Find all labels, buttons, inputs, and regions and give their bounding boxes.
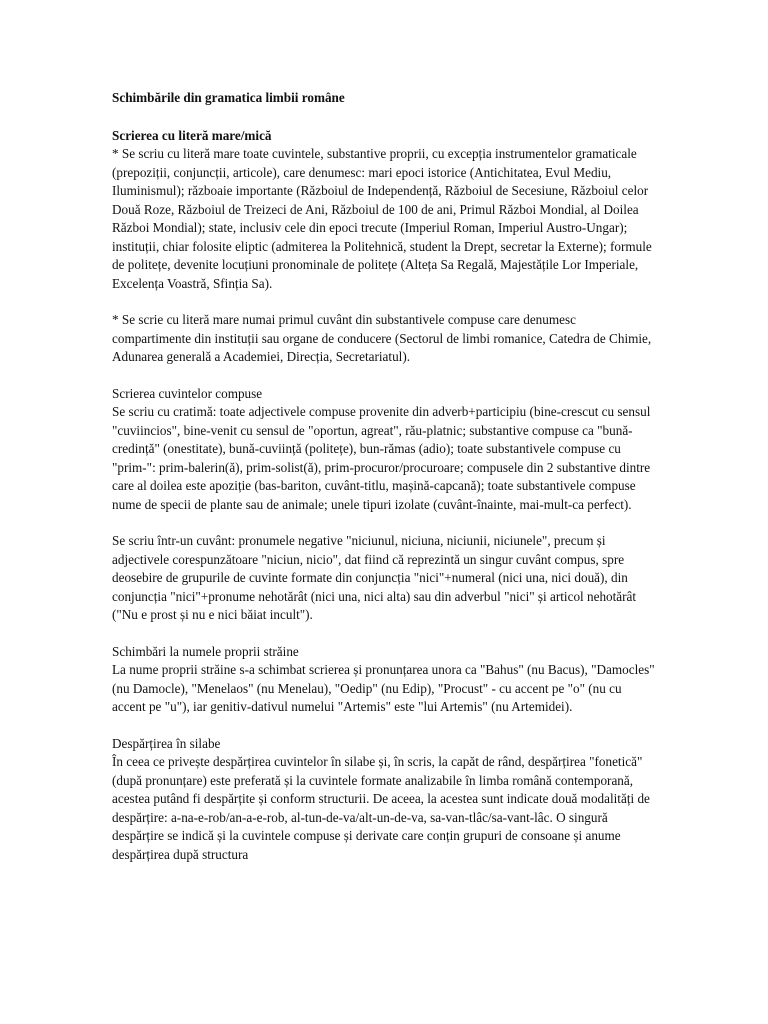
section-heading: Scrierea cu literă mare/mică	[112, 127, 272, 143]
section-heading: Schimbări la numele proprii străine	[112, 643, 299, 659]
section-single-word	[112, 532, 657, 625]
section-syllabification	[112, 735, 657, 865]
section-paragraph: * Se scrie cu literă mare numai primul cuvânt din substantivele compuse care denumesc compartimente din instituții sau organe de conducere (Sectorul de limbi romanice, Catedra de Chimie, Adunarea generală a Academiei, Direcția, Secretariatul).	[112, 312, 652, 364]
section-heading: Despărțirea în silabe	[112, 735, 221, 751]
section-paragraph: Se scriu cu cratimă: toate adjectivele compuse provenite din adverb+participiu (bine-crescut cu sensul "cuviincios", bine-venit cu sensul de "oportun, agreat", rău-platnic; substantive compuse ca "bună-credință" (onestitate), bună-cuviință (politețe), bun-rămas (adio); toate substantivele compuse cu "prim-": prim-balerin(ă), prim-solist(ă), prim-procuror/procuroare; compusele din 2 substantive dintre care al doilea este apoziție (bas-bariton, cuvânt-titlu, mașină-capcană); toate substantivele compuse nume de specii de plante sau de animale; unele tipuri izolate (cuvânt-înainte, mai-mult-ca perfect).	[112, 404, 651, 512]
section-paragraph: * Se scriu cu literă mare toate cuvintele, substantive proprii, cu excepția instrumentelor gramaticale (prepoziții, conjuncții, articole), care denumesc: mari epoci istorice (Antichitatea, Evul Mediu, Iluminismul); războaie importante (Războiul de Independență, Războiul de Secesiune, Războiul celor Două Roze, Războiul de Treizeci de Ani, Războiul de 100 de ani, Primul Război Mondial, al Doilea Război Mondial); state, inclusiv cele din epoci trecute (Imperiul Roman, Imperiul Austro-Ungar); instituții, chiar folosite eliptic (admiterea la Politehnică, student la Drept, secretar la Externe); formule de politețe, devenite locuțiuni pronominale de politețe (Alteța Sa Regală, Majestățile Lor Imperiale, Excelența Voastră, Sfinția Sa).	[112, 146, 652, 291]
document-body	[112, 89, 657, 882]
section-compound-words	[112, 385, 657, 515]
section-capitalization	[112, 127, 657, 294]
section-foreign-names	[112, 643, 657, 717]
section-paragraph: În ceea ce privește despărțirea cuvintelor în silabe și, în scris, la capăt de rând, despărțirea "fonetică" (după pronunțare) este preferată și la cuvintele formate analizabile în limba română contemporană, acestea putând fi despărțite și conform structurii. De aceea, la acestea sunt indicate două modalități de despărțire: a-na-e-rob/an-a-e-rob, al-tun-de-va/alt-un-de-va, sa-van-tlâc/sa-vant-lâc. O singură despărțire se indică și la cuvintele compuse și derivate care conțin grupuri de consoane și anume despărțirea după structura	[112, 754, 650, 862]
section-paragraph: La nume proprii străine s-a schimbat scrierea și pronunțarea unora ca "Bahus" (nu Bacus), "Damocles" (nu Damocle), "Menelaos" (nu Menelau), "Oedip" (nu Edip), "Procust" - cu accent pe "o" (nu cu accent pe "u"), iar genitiv-dativul numelui "Artemis" este "lui Artemis" (nu Artemidei).	[112, 662, 655, 714]
section-capitalization-compounds	[112, 311, 657, 367]
document-title: Schimbările din gramatica limbii române	[112, 90, 345, 105]
section-heading: Scrierea cuvintelor compuse	[112, 385, 263, 401]
section-paragraph: Se scriu într-un cuvânt: pronumele negative "niciunul, niciuna, niciunii, niciunele", precum și adjectivele corespunzătoare "niciun, nicio", dat fiind că reprezintă un singur cuvânt compus, spre deosebire de grupurile de cuvinte formate din conjuncția "nici"+numeral (nici una, nici două), din conjuncția "nici"+pronume nehotărât (nici una, nici alta) sau din adverbul "nici" și articol nehotărât ("Nu e prost și nu e nici băiat incult").	[112, 533, 637, 622]
